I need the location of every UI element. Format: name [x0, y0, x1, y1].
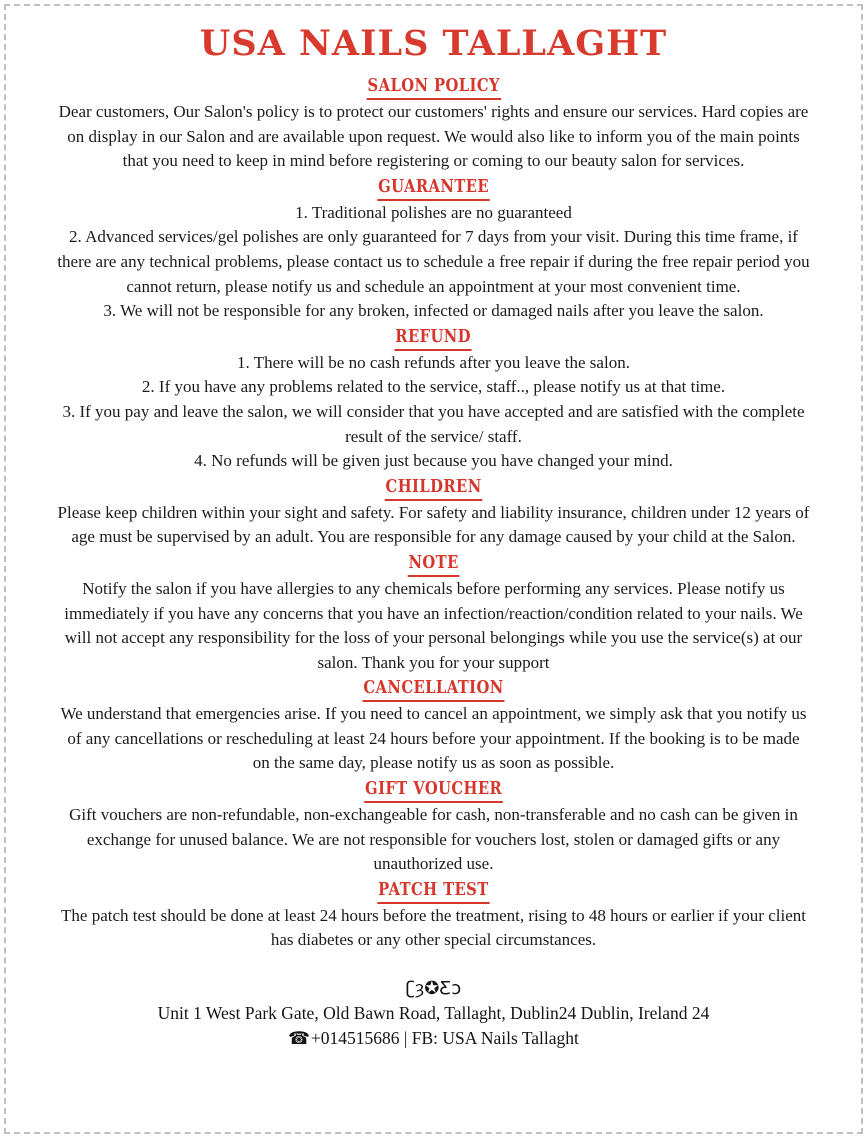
- contact-line: [57, 1026, 810, 1051]
- section-guarantee: [57, 174, 810, 324]
- policy-paragraph: 2. If you have any problems related to the service, staff.., please notify us at that time.: [141, 377, 726, 397]
- section-heading-text: CHILDREN: [385, 474, 483, 501]
- contact-text: +014515686 | FB: USA Nails Tallaght: [310, 1027, 579, 1048]
- section-patch-test: [57, 877, 810, 953]
- section-heading-text: GUARANTEE: [377, 174, 490, 201]
- section-heading: [57, 776, 810, 803]
- ornament-divider: ʗȝ✪Ƹɔ: [405, 978, 462, 1000]
- section-heading-text: PATCH TEST: [377, 877, 489, 904]
- policy-paragraph: Notify the salon if you have allergies to any chemicals before performing any services. Please notify us immediately if you have any concerns that you have an infection/reaction/condition related to your nails. We will not accept any responsibility for the loss of your personal belongings while you use the service(s) at our salon. Thank you for your support: [64, 578, 803, 672]
- section-heading: [57, 550, 810, 577]
- section-children: [57, 474, 810, 550]
- section-note: [57, 550, 810, 675]
- section-refund: [57, 324, 810, 474]
- section-heading: [57, 675, 810, 702]
- section-heading: [57, 877, 810, 904]
- section-gift-voucher: [57, 776, 810, 877]
- policy-paragraph: 3. We will not be responsible for any broken, infected or damaged nails after you leave the salon.: [103, 301, 764, 321]
- section-heading-text: NOTE: [408, 550, 460, 577]
- page-title: USA NAILS TALLAGHT: [199, 23, 668, 64]
- policy-paragraph: Gift vouchers are non-refundable, non-exchangeable for cash, non-transferable and no cash can be given in exchange for unused balance. We are not responsible for vouchers lost, stolen or damaged gifts or any unauthorized use.: [69, 805, 798, 874]
- policy-paragraph: 1. There will be no cash refunds after you leave the salon.: [237, 352, 630, 372]
- policy-paragraph: The patch test should be done at least 24 hours before the treatment, rising to 48 hours or earlier if your client has diabetes or any other special circumstances.: [61, 905, 806, 950]
- section-heading: [57, 324, 810, 351]
- policy-paragraph: 3. If you pay and leave the salon, we will consider that you have accepted and are satisfied with the complete result of the service/ staff.: [62, 401, 805, 446]
- section-heading-text: SALON POLICY: [366, 73, 500, 100]
- telephone-icon: ☎: [288, 1027, 310, 1048]
- policy-paragraph: We understand that emergencies arise. If you need to cancel an appointment, we simply ask that you notify us of any cancellations or rescheduling at least 24 hours before your appointment. If the booking is to be made on the same day, please notify us as soon as possible.: [60, 704, 807, 773]
- policy-paragraph: Dear customers, Our Salon's policy is to protect our customers' rights and ensure our services. Hard copies are on display in our Salon and are available upon request. We would also like to inform you of the main points that you need to keep in mind before registering or coming to our beauty salon for services.: [58, 102, 809, 171]
- policy-sections: [57, 73, 810, 953]
- section-cancellation: [57, 675, 810, 776]
- policy-paragraph: 1. Traditional polishes are no guaranteed: [295, 202, 572, 222]
- section-salon-policy: [57, 73, 810, 174]
- policy-paragraph: 4. No refunds will be given just because you have changed your mind.: [194, 451, 673, 471]
- footer: [57, 977, 810, 1050]
- section-heading-text: REFUND: [395, 324, 472, 351]
- section-heading-text: CANCELLATION: [363, 675, 505, 702]
- section-heading: [57, 73, 810, 100]
- section-heading: [57, 174, 810, 201]
- section-heading: [57, 474, 810, 501]
- address-line: Unit 1 West Park Gate, Old Bawn Road, Tallaght, Dublin24 Dublin, Ireland 24: [157, 1003, 710, 1024]
- policy-paragraph: 2. Advanced services/gel polishes are only guaranteed for 7 days from your visit. During this time frame, if there are any technical problems, please contact us to schedule a free repair if during the free repair period you cannot return, please notify us and schedule an appointment at your most convenient time.: [57, 227, 810, 296]
- policy-paragraph: Please keep children within your sight and safety. For safety and liability insurance, children under 12 years of age must be supervised by an adult. You are responsible for any damage caused by your child at the Salon.: [57, 502, 810, 547]
- section-heading-text: GIFT VOUCHER: [364, 776, 503, 803]
